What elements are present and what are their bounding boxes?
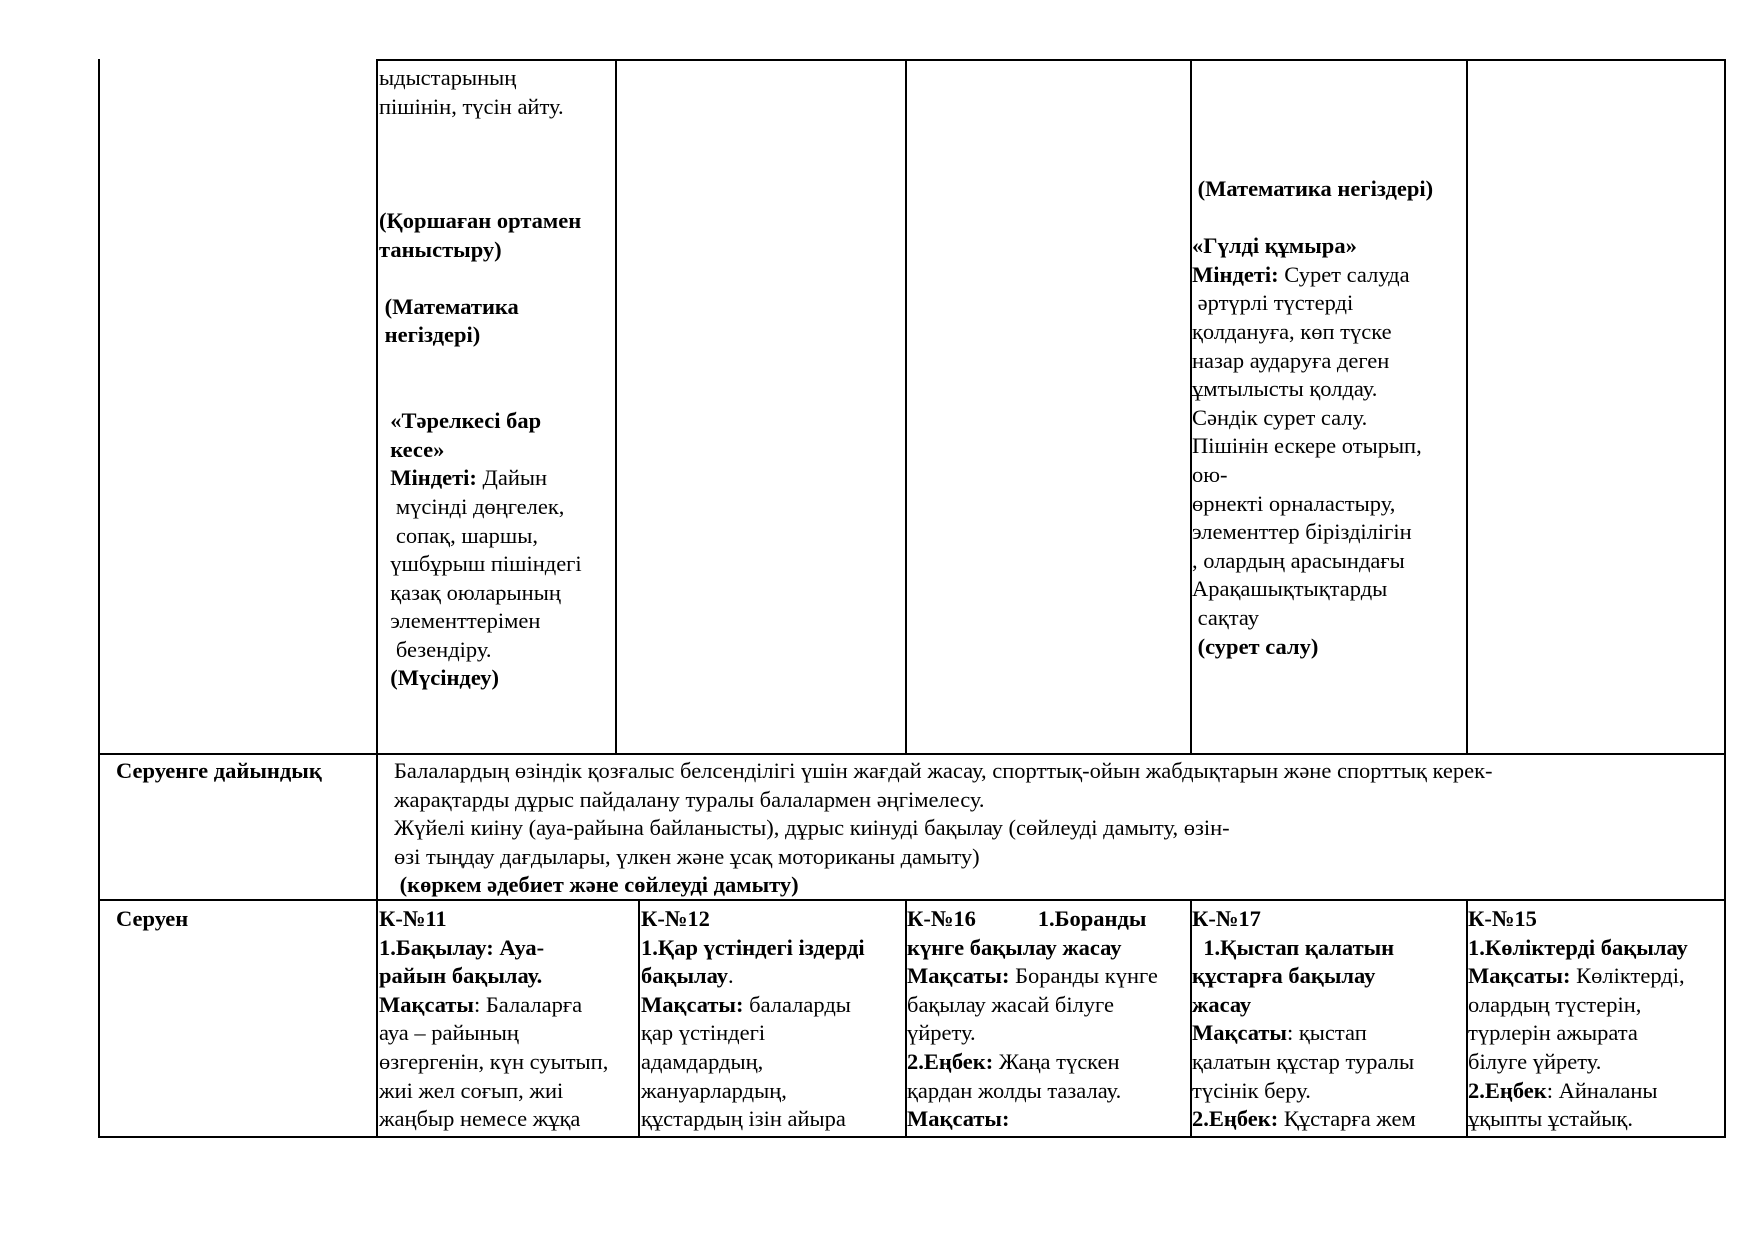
bold-text: күнге бақылау жасау [907,934,1122,960]
text-line [379,1105,608,1134]
text-line [907,962,1158,991]
text-line [1468,962,1688,991]
bold-text: 1.Қар үстіндегі іздерді [641,934,865,960]
text-line [1192,404,1433,433]
bold-text: К-№11 [379,906,447,931]
text-line [379,464,582,493]
text-line [379,905,608,934]
bold-text: Міндеті: [379,465,483,491]
text-line [379,550,582,579]
bold-text: құстарға бақылау [1192,963,1376,989]
text-line [379,407,582,436]
text-line [907,905,1158,934]
walk-cell-k12 [641,905,865,1134]
text-line [907,1105,1158,1134]
text-line [641,905,865,934]
text-run: әртүрлі түстерді [1192,290,1354,316]
text-line [379,293,582,322]
col-divider-label [376,59,378,1138]
bold-text: К-№16 1.Боранды [907,906,1147,931]
bold-text: Мақсаты [1192,1020,1287,1046]
bold-text: 2.Еңбек: [1192,1106,1284,1132]
text-line [379,493,582,522]
text-run: сақтау [1192,604,1260,630]
text-run: Жүйелі киіну (ауа-райына байланысты), дұрыс киінуді бақылау (сөйлеуді дамыту, өзін- [394,815,1230,841]
text-run: ауа – райының [379,1020,519,1046]
bold-text: негіздері) [379,322,481,348]
text-line [1192,318,1433,347]
text-line [1192,175,1433,204]
text-run: мүсінді дөңгелек, [379,493,565,519]
bold-text: Мақсаты: [907,1106,1010,1132]
text-line [1192,375,1433,404]
text-run: үйрету. [907,1020,976,1046]
text-line [379,579,582,608]
text-line [641,1019,865,1048]
text-line [1192,432,1433,461]
text-line [1468,934,1688,963]
text-run: жануарлардың, [641,1077,787,1103]
text-run: білуге үйрету. [1468,1048,1602,1074]
text-run: жиі жел соғып, жиі [379,1077,564,1103]
text-line [1192,204,1433,233]
text-run: элементтер біріздiлігін [1192,519,1412,545]
text-line [394,786,1493,815]
text-line [379,350,582,379]
activity-cell-modelling [379,64,582,693]
text-line [907,991,1158,1020]
text-line [1192,518,1433,547]
bold-text: К-№12 [641,906,710,931]
col-divider-4 [1466,59,1468,754]
activity-cell-drawing [1192,175,1433,661]
text-run: ою- [1192,461,1228,487]
text-run: сопақ, шаршы, [379,522,538,548]
text-run: үшбұрыш пішіндегі [379,551,582,577]
bold-text: таныстыру) [379,236,502,262]
bold-text: (Қоршаған ортамен [379,207,582,233]
text-run: Боранды күнге [1015,963,1158,989]
bold-text: (сурет салу) [1192,633,1319,659]
text-line [379,207,582,236]
text-line [379,178,582,207]
text-run: : Балаларға [474,991,583,1017]
bold-text: «Гүлді құмыра» [1192,233,1357,259]
text-line [907,1077,1158,1106]
walk-cell-k11 [379,905,608,1134]
bold-text: 1.Көліктерді бақылау [1468,934,1688,960]
text-line [379,522,582,551]
text-line [1192,1077,1416,1106]
bold-text: К-№15 [1468,906,1537,931]
text-run: өрнекті орналастыру, [1192,490,1396,516]
text-run: Сәндік сурет салу. [1192,404,1368,430]
text-run: Пішінін ескере отырып, [1192,433,1422,459]
text-run: жарақтарды дұрыс пайдалану туралы балалармен әңгімелесу. [394,786,985,812]
bold-text: «Тәрелкесі бар [379,408,542,434]
text-run: балаларды [743,991,851,1017]
text-run: . [728,963,734,989]
text-line [394,843,1493,872]
text-run: ұқыпты ұстайық. [1468,1106,1633,1132]
text-run: : қыстап [1287,1020,1367,1046]
walk-preparation-text [394,757,1493,900]
text-line [379,664,582,693]
bold-text: кесе» [379,436,445,462]
text-line [1192,604,1433,633]
text-run: құстардың ізін айыра [641,1106,846,1132]
text-line [1192,289,1433,318]
text-run: қар үстіндегі [641,1020,766,1046]
text-run: назар аударуға деген [1192,347,1390,373]
text-line [1192,232,1433,261]
text-run: Сурет салуда [1284,261,1410,287]
bold-text: райын бақылау. [379,963,543,989]
text-line [379,436,582,465]
walk-cell-k17 [1192,905,1416,1134]
text-line [1192,991,1416,1020]
text-line [641,991,865,1020]
text-line [1192,490,1433,519]
text-line [379,1048,608,1077]
bold-text: бақылау [641,963,729,989]
text-run: өзі тыңдау дағдылары, үлкен және ұсақ моториканы дамыту) [394,843,980,869]
text-run: ыдыстарының [379,65,517,90]
text-run: Балалардың өзіндік қозғалыс белсенділігі үшін жағдай жасау, спорттық-ойын жабдықтарын және спорттық керек- [394,758,1493,783]
text-run: элементтерімен [379,608,541,634]
text-line [1192,1105,1416,1134]
text-line [1468,991,1688,1020]
text-run: адамдардың, [641,1048,764,1074]
text-line [379,607,582,636]
bold-text: Мақсаты [379,991,474,1017]
text-line [1192,261,1433,290]
bold-text: Мақсаты: [1468,963,1577,989]
text-line [379,379,582,408]
text-line [1468,905,1688,934]
text-line [379,264,582,293]
text-line [907,1019,1158,1048]
text-line [641,1077,865,1106]
text-line [379,991,608,1020]
text-run: олардың түстерін, [1468,991,1642,1017]
text-line [1192,1048,1416,1077]
text-line [1468,1105,1688,1134]
bold-text: 2.Еңбек: [907,1048,999,1074]
text-line [1468,1048,1688,1077]
walk-cell-k16 [907,905,1158,1134]
row-label-walk: Серуен [116,906,189,931]
text-run: түрлерін ажырата [1468,1020,1638,1046]
text-run: Арақашықтықтарды [1192,576,1388,602]
text-line [641,1105,865,1134]
walk-cell-k15 [1468,905,1688,1134]
text-line [1192,633,1433,662]
row-label-walk-preparation: Серуенге дайындық [116,758,322,783]
table-left-border [98,59,100,1138]
row-divider-1 [98,753,1726,755]
text-line [1192,905,1416,934]
text-run: жаңбыр немесе жұқа [379,1106,581,1132]
bold-text: (Математика [379,293,519,319]
text-line [1192,575,1433,604]
text-line [641,1048,865,1077]
bold-text: К-№17 [1192,906,1261,931]
text-line [641,962,865,991]
text-run: : Айналаны [1546,1077,1658,1103]
bold-text: Міндеті: [1192,261,1285,287]
text-line [1192,934,1416,963]
text-line [394,757,1493,786]
text-line [379,93,582,122]
text-line [1192,962,1416,991]
bold-text: (Математика негіздері) [1192,176,1434,201]
text-line [394,814,1493,843]
text-line [379,64,582,93]
text-line [907,1048,1158,1077]
col-divider-a1 [615,59,617,754]
text-run: ұмтылысты қолдау. [1192,376,1378,402]
table-top-border [376,59,1726,61]
text-run: Көліктерді, [1576,963,1685,989]
text-run: Жаңа түскен [998,1048,1120,1074]
text-run: безендіру. [379,636,492,662]
col-divider-b1 [638,899,640,1138]
text-line [1192,347,1433,376]
text-line [1192,461,1433,490]
bold-text: 1.Бақылау: Ауа- [379,934,545,960]
text-line [1192,1019,1416,1048]
bold-text: Мақсаты: [907,963,1016,989]
text-line [379,1019,608,1048]
text-run: қазақ оюларының [379,579,561,605]
text-run: пішінін, түсін айту. [379,93,564,119]
text-line [907,934,1158,963]
text-line [1468,1019,1688,1048]
text-line [379,150,582,179]
text-run: түсінік беру. [1192,1077,1311,1103]
col-divider-2 [905,59,907,754]
text-line [641,934,865,963]
text-run: қардан жолды тазалау. [907,1077,1122,1103]
text-line [379,1077,608,1106]
text-run: бақылау жасай білуге [907,991,1114,1017]
text-run: Дайын [482,465,548,491]
text-line [1468,1077,1688,1106]
bold-text: жасау [1192,991,1252,1017]
bold-text: 2.Еңбек [1468,1077,1547,1103]
text-line [379,962,608,991]
text-line [394,871,1493,900]
text-line [379,934,608,963]
text-run: өзгергенін, күн суытып, [379,1048,609,1074]
text-line [1192,547,1433,576]
bold-text: Мақсаты: [641,991,744,1017]
bold-text: (Мүсіндеу) [379,665,499,691]
text-line [379,236,582,265]
table-right-border [1724,59,1726,1138]
text-run: қалатын құстар туралы [1192,1048,1415,1074]
text-line [379,636,582,665]
text-line [379,321,582,350]
text-run: қолдануға, көп түске [1192,318,1392,344]
bold-text: (көркем әдебиет және сөйлеуді дамыту) [394,872,799,898]
table-bottom-border [98,1136,1726,1138]
text-run: Құстарға жем [1283,1106,1416,1132]
text-run: , олардың арасындағы [1192,547,1405,573]
text-line [379,121,582,150]
bold-text: 1.Қыстап қалатын [1192,934,1395,960]
